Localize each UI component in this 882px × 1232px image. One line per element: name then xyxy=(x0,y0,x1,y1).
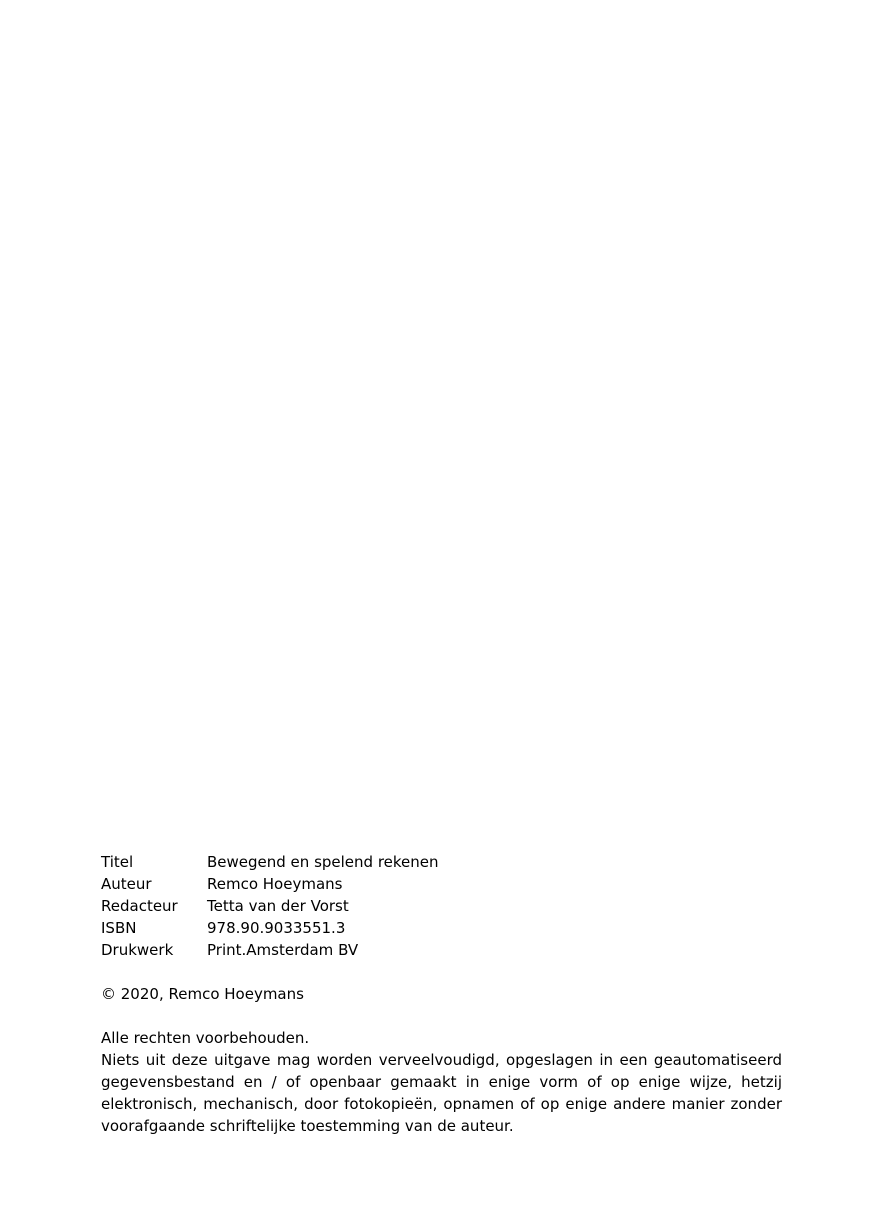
rights-heading: Alle rechten voorbehouden. xyxy=(101,1029,310,1047)
meta-row-editor xyxy=(101,895,782,917)
meta-row-isbn xyxy=(101,917,782,939)
meta-label: Auteur xyxy=(101,875,152,893)
meta-value: Bewegend en spelend rekenen xyxy=(207,853,439,871)
rights-body: Niets uit deze uitgave mag worden verveelvoudigd, opgeslagen in een geautomatiseerd gegevensbestand en / of openbaar gemaakt in enige vorm of op enige wijze, hetzij elektronisch, mechanisch, door fotokopieën, opnamen of op enige andere manier zonder voorafgaande schriftelijke toestemming van de auteur. xyxy=(101,1051,782,1135)
meta-label: Redacteur xyxy=(101,897,178,915)
meta-label: ISBN xyxy=(101,919,137,937)
meta-label: Titel xyxy=(101,853,134,871)
meta-row-author xyxy=(101,873,782,895)
meta-row-printing xyxy=(101,939,782,961)
meta-label: Drukwerk xyxy=(101,941,174,959)
meta-value: Print.Amsterdam BV xyxy=(207,941,359,959)
meta-value: 978.90.9033551.3 xyxy=(207,919,346,937)
copyright-notice: © 2020, Remco Hoeymans xyxy=(101,985,304,1003)
meta-value: Tetta van der Vorst xyxy=(207,897,349,915)
meta-value: Remco Hoeymans xyxy=(207,875,343,893)
colophon xyxy=(101,851,782,1137)
meta-row-title xyxy=(101,851,782,873)
